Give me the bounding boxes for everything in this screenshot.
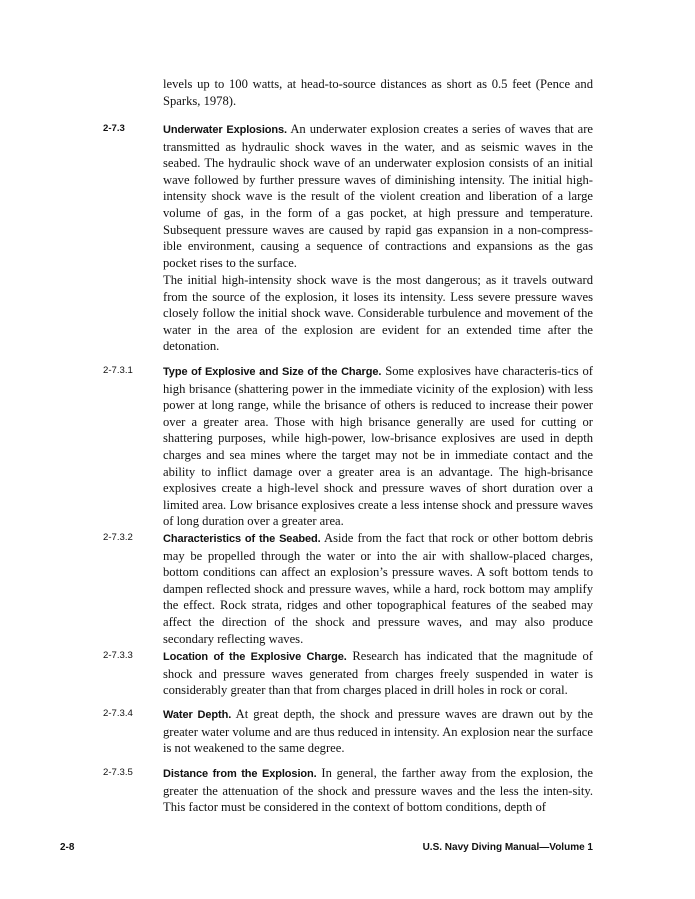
section-heading: Distance from the Explosion. xyxy=(163,768,317,780)
section-heading: Characteristics of the Seabed. xyxy=(163,533,321,545)
section-paragraph xyxy=(163,648,593,699)
section-number: 2-7.3.1 xyxy=(103,365,133,376)
section-number: 2-7.3 xyxy=(103,123,125,134)
section-heading: Water Depth. xyxy=(163,709,232,721)
section-paragraph xyxy=(163,706,593,757)
section-heading: Location of the Explosive Charge. xyxy=(163,651,347,663)
section-text: An underwater explosion creates a series of waves that are transmitted as hydraulic shock waves in the water, and as seismic waves in the seabed. The hydraulic shock wave of an underwater explosion consists of an initial wave followed by further pressure waves of diminishing intensity. The initial high-intensity shock wave is the result of the violent creation and liberation of a large volume of gas, in the form of a gas pocket, at high pressure and temperature. Subsequent pressure waves are caused by rapid gas expansion in a non-compress-ible environment, causing a sequence of contractions and expansions as the gas pocket rises to the surface. xyxy=(163,122,593,270)
section-number: 2-7.3.3 xyxy=(103,650,133,661)
section-paragraph: The initial high-intensity shock wave is the most dangerous; as it travels outward from the source of the explosion, it loses its intensity. Less severe pressure waves closely follow the initial shock wave. Considerable turbulence and movement of the water in the area of the explosion are evident for an extended time after the detonation. xyxy=(163,273,593,354)
footer-page-number: 2-8 xyxy=(60,842,75,853)
section-paragraph xyxy=(163,530,593,647)
continuation-paragraph: levels up to 100 watts, at head-to-source distances as short as 0.5 feet (Pence and Sparks, 1978). xyxy=(163,77,593,108)
section-number: 2-7.3.5 xyxy=(103,767,133,778)
section-paragraph xyxy=(163,765,593,816)
section-text: Aside from the fact that rock or other bottom debris may be propelled through the water or into the air with shallow-placed charges, bottom conditions can affect an explosion’s pressure waves. A soft bottom tends to dampen reflected shock and pressure waves, while a hard, rock bottom may amplify the effect. Rock strata, ridges and other topographical features of the seabed may affect the direction of the shock and pressure waves, and may also produce secondary reflecting waves. xyxy=(163,531,593,646)
section-paragraph xyxy=(163,121,593,271)
section-heading: Type of Explosive and Size of the Charge. xyxy=(163,366,382,378)
section-text: Research has indicated that the magnitude of shock and pressure waves generated from charges freely suspended in water is considerably greater than that from charges placed in drill holes in rock or coral. xyxy=(163,649,593,698)
section-number: 2-7.3.4 xyxy=(103,708,133,719)
section-heading: Underwater Explosions. xyxy=(163,124,287,136)
section-text: At great depth, the shock and pressure waves are drawn out by the greater water volume and are thus reduced in intensity. An explosion near the surface is not weakened to the same degree. xyxy=(163,707,593,756)
section-number: 2-7.3.2 xyxy=(103,532,133,543)
footer-manual-title: U.S. Navy Diving Manual—Volume 1 xyxy=(422,842,593,853)
section-text: Some explosives have characteris-tics of high brisance (shattering power in the immediate vicinity of the explosion) with less power at long range, while the brisance of others is reduced to increase their power over a greater area. Those with high brisance generally are used for cutting or shattering purposes, while high-power, low-brisance explosives are used in depth charges and sea mines where the target may not be in immediate contact and the ability to inflict damage over a greater area is an advantage. The high-brisance explosives create a high-level shock and pressure waves of short duration over a limited area. Low brisance explosives create a less intense shock and pressure waves of long duration over a greater area. xyxy=(163,364,593,529)
section-paragraph xyxy=(163,363,593,530)
section-text: In general, the farther away from the explosion, the greater the attenuation of the shock and pressure waves and the less the inten-sity. This factor must be considered in the context of bottom conditions, depth of xyxy=(163,766,593,815)
